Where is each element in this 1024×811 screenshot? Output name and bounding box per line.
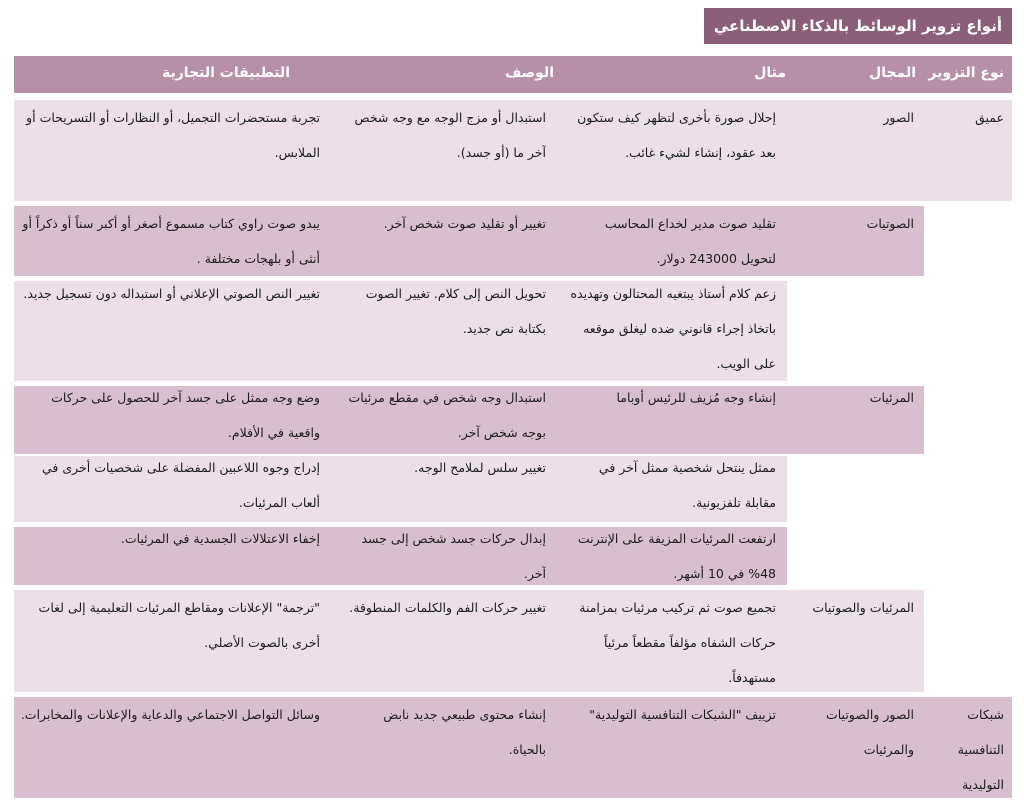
- header-applications: التطبيقات التجارية: [161, 65, 290, 81]
- cell-applications: يبدو صوت راوي كتاب مسموع أصغر أو أكبر سناً أو ذكراً أو أنثى أو بلهجات مختلفة .: [22, 216, 320, 266]
- cell-applications: تغيير النص الصوتي الإعلاني أو استبداله دون تسجيل جديد.: [23, 286, 320, 301]
- cell-description: تغيير حركات الفم والكلمات المنطوقة.: [349, 600, 546, 615]
- cell-example: تقليد صوت مدير لخداع المحاسب لتحويل 243000 دولار.: [604, 216, 776, 266]
- header-example: مثال: [754, 65, 786, 81]
- cell-applications: إخفاء الاعتلالات الجسدية في المرئيات.: [120, 531, 320, 546]
- cell-domain: الصوتيات: [866, 216, 914, 231]
- cell-description: إبدال حركات جسد شخص إلى جسد آخر.: [361, 531, 546, 581]
- cell-domain: الصور والصوتيات والمرئيات: [825, 707, 914, 757]
- cell-description: تحويل النص إلى كلام. تغيير الصوت بكتابة نص جديد.: [365, 286, 546, 336]
- cell-description: تغيير سلس لملامح الوجه.: [414, 460, 546, 475]
- cell-description: استبدال وجه شخص في مقطع مرئيات بوجه شخص آخر.: [348, 390, 546, 440]
- cell-description: إنشاء محتوى طبيعي جديد نابض بالحياة.: [383, 707, 546, 757]
- cell-domain: الصور: [883, 110, 914, 125]
- table-title: أنواع تزوير الوسائط بالذكاء الاصطناعي: [704, 8, 1012, 44]
- table-header-row: [14, 56, 1012, 93]
- cell-example: ارتفعت المرئيات المزيفة على الإنترنت 48% في 10 أشهر.: [577, 531, 776, 581]
- cell-applications: إدراج وجوه اللاعبين المفضلة على شخصيات أخرى في ألعاب المرئيات.: [42, 460, 320, 510]
- cell-type: عميق: [975, 110, 1004, 125]
- header-domain: المجال: [869, 65, 916, 81]
- cell-example: تزييف "الشبكات التنافسية التوليدية": [589, 707, 776, 722]
- cell-applications: "ترجمة" الإعلانات ومقاطع المرئيات التعليمية إلى لغات أخرى بالصوت الأصلي.: [38, 600, 320, 650]
- cell-example: إحلال صورة بأخرى لتظهر كيف ستكون بعد عقود، إنشاء لشيء غائب.: [577, 110, 776, 160]
- cell-example: زعم كلام أستاذ يبتغيه المحتالون وتهديده باتخاذ إجراء قانوني ضده ليغلق موقعه على الويب.: [570, 286, 776, 371]
- cell-applications: وسائل التواصل الاجتماعي والدعاية والإعلانات والمخابرات.: [20, 707, 320, 722]
- cell-example: تجميع صوت ثم تركيب مرئيات بمزامنة حركات الشفاه مؤلفاً مقطعاً مرئياً مستهدفاً.: [579, 600, 776, 685]
- cell-description: استبدال أو مزج الوجه مع وجه شخص آخر ما (أو جسد).: [354, 110, 546, 160]
- cell-domain: المرئيات والصوتيات: [812, 600, 914, 615]
- cell-example: إنشاء وجه مُزيف للرئيس أوباما: [616, 390, 776, 405]
- cell-example: ممثل ينتحل شخصية ممثل آخر في مقابلة تلفزيونية.: [598, 460, 776, 510]
- cell-description: تغيير أو تقليد صوت شخص آخر.: [383, 216, 546, 231]
- cell-type: شبكات التنافسية التوليدية: [957, 707, 1004, 792]
- cell-domain: المرئيات: [869, 390, 914, 405]
- header-type: نوع التزوير: [928, 65, 1004, 81]
- cell-applications: تجربة مستحضرات التجميل، أو النظارات أو التسريحات أو الملابس.: [26, 110, 320, 160]
- cell-applications: وضع وجه ممثل على جسد آخر للحصول على حركات واقعية في الأفلام.: [51, 390, 320, 440]
- header-description: الوصف: [504, 65, 554, 81]
